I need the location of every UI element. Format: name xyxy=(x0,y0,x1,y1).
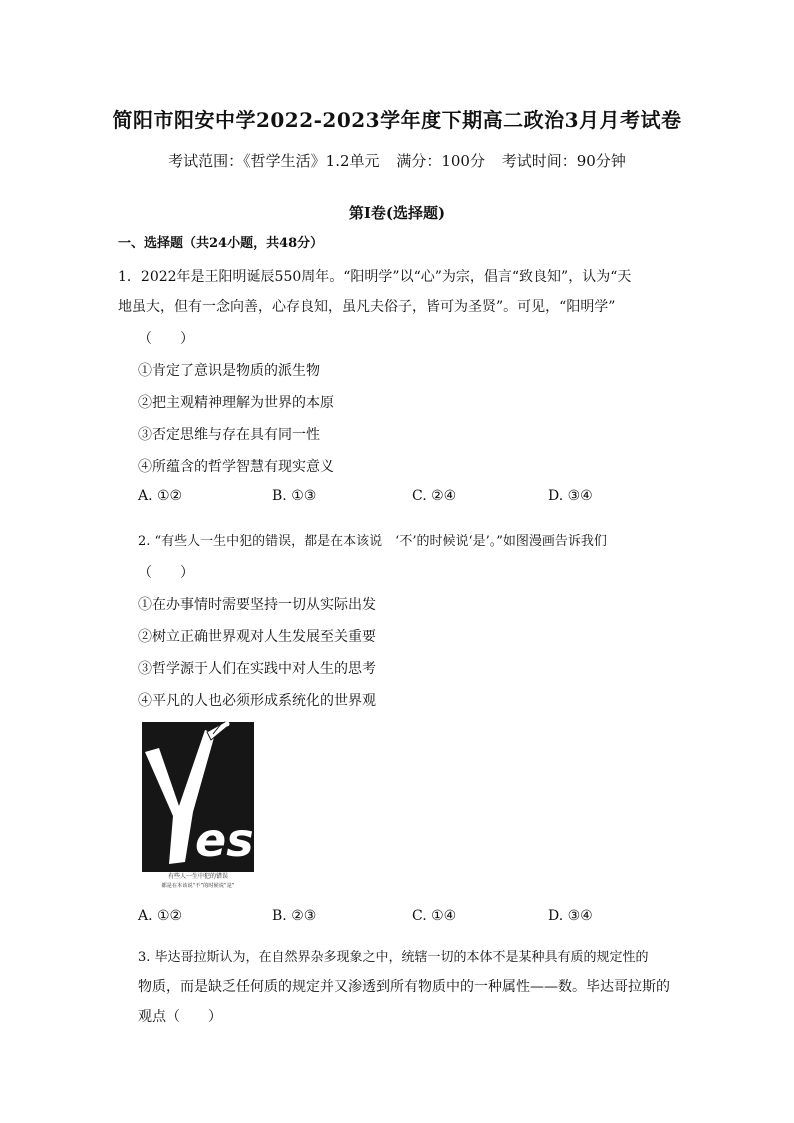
q1-choices xyxy=(138,488,698,508)
q2-choice-d[interactable]: D. ③④ xyxy=(548,908,593,924)
q1-blank: （ ） xyxy=(138,331,194,347)
cartoon-caption-2: 都是在本该说“不”的时候说“是” xyxy=(161,883,235,889)
section-title: 第I卷(选择题) xyxy=(348,204,446,222)
exam-title: 简阳市阳安中学2022-2023学年度下期高二政治3月月考试卷 xyxy=(112,108,682,132)
q1-option-3: ③否定思维与存在具有同一性 xyxy=(138,427,320,443)
cartoon-word: es xyxy=(195,813,254,867)
exam-info xyxy=(0,150,794,171)
cartoon-caption-1: 有些人一生中犯的错误 xyxy=(167,873,229,880)
q2-choices xyxy=(138,908,698,928)
q1-option-1: ①肯定了意识是物质的派生物 xyxy=(138,363,320,379)
q1-choice-b[interactable]: B. ①③ xyxy=(272,488,317,504)
q2-option-2: ②树立正确世界观对人生发展至关重要 xyxy=(138,629,376,645)
q2-choice-a[interactable]: A. ①② xyxy=(138,908,183,924)
q1-stem-line1: 1．2022年是王阳明诞辰550周年。“阳明学”以“心”为宗，倡言“致良知”，认为“天 xyxy=(118,269,632,285)
q3-stem-line2: 物质，而是缺乏任何质的规定并又渗透到所有物质中的一种属性——数。毕达哥拉斯的 xyxy=(138,979,670,995)
q1-choice-c[interactable]: C. ②④ xyxy=(412,488,457,504)
q3-stem-line1: 3. 毕达哥拉斯认为，在自然界杂多现象之中，统辖一切的本体不是某种具有质的规定性的 xyxy=(138,950,649,965)
q1-choice-a[interactable]: A. ①② xyxy=(138,488,183,504)
q2-option-3: ③哲学源于人们在实践中对人生的思考 xyxy=(138,661,376,677)
q1-option-2: ②把主观精神理解为世界的本原 xyxy=(138,395,334,411)
exam-full-score: 满分：100分 xyxy=(396,152,485,170)
q2-stem-line1: 2. “有些人一生中犯的错误，都是在本该说 ‘不’的时候说‘是’。”如图漫画告诉我们 xyxy=(138,534,607,549)
exam-time: 考试时间：90分钟 xyxy=(501,152,626,170)
q1-stem-line2: 地虽大，但有一念向善，心存良知，虽凡夫俗子，皆可为圣贤”。可见，“阳明学” xyxy=(118,299,616,315)
q2-blank: （ ） xyxy=(138,565,194,581)
exam-scope: 考试范围：《哲学生活》1.2单元 xyxy=(168,152,380,170)
q2-option-4: ④平凡的人也必须形成系统化的世界观 xyxy=(138,693,376,709)
q2-choice-b[interactable]: B. ②③ xyxy=(272,908,317,924)
q2-option-1: ①在办事情时需要坚持一切从实际出发 xyxy=(138,597,376,613)
yes-cartoon-image xyxy=(139,720,257,896)
q2-choice-c[interactable]: C. ①④ xyxy=(412,908,457,924)
part-heading: 一、选择题（共24小题，共48分） xyxy=(118,236,324,251)
q1-option-4: ④所蕴含的哲学智慧有现实意义 xyxy=(138,459,334,475)
q1-choice-d[interactable]: D. ③④ xyxy=(548,488,593,504)
q3-stem-line3: 观点（ ） xyxy=(138,1009,222,1025)
